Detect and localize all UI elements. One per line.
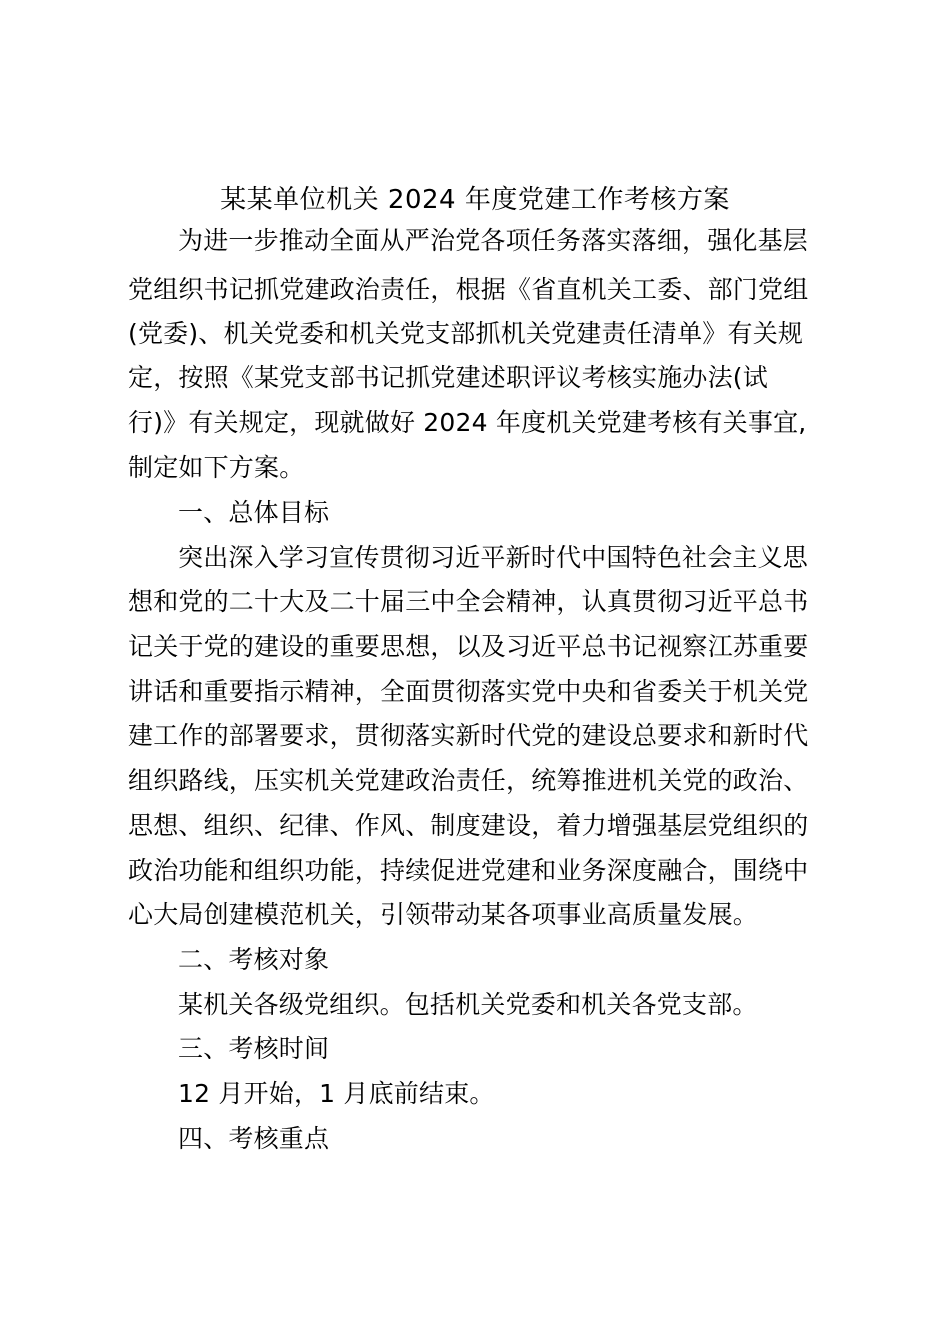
section3-text: 12 月开始，1 月底前结束。 <box>178 1079 495 1108</box>
section1-line-1: 突出深入学习宣传贯彻习近平新时代中国特色社会主义思 <box>178 543 809 572</box>
intro-line-2: 党组织书记抓党建政治责任，根据《省直机关工委、部门党组 <box>128 275 809 304</box>
section1-heading: 一、总体目标 <box>178 498 330 527</box>
intro-line-5: 行)》有关规定，现就做好 2024 年度机关党建考核有关事宜, <box>128 408 807 437</box>
section1-line-7: 思想、组织、纪律、作风、制度建设，着力增强基层党组织的 <box>128 811 809 840</box>
section2-text: 某机关各级党组织。包括机关党委和机关各党支部。 <box>178 990 758 1019</box>
section3-heading: 三、考核时间 <box>178 1034 330 1063</box>
section1-line-4: 讲话和重要指示精神，全面贯彻落实党中央和省委关于机关党 <box>128 677 809 706</box>
section1-line-8: 政治功能和组织功能，持续促进党建和业务深度融合，围绕中 <box>128 856 809 885</box>
section1-line-5: 建工作的部署要求，贯彻落实新时代党的建设总要求和新时代 <box>128 721 809 750</box>
section1-line-9: 心大局创建模范机关，引领带动某各项事业高质量发展。 <box>128 900 759 929</box>
section1-line-6: 组织路线，压实机关党建政治责任，统筹推进机关党的政治、 <box>128 766 809 795</box>
intro-line-4: 定，按照《某党支部书记抓党建述职评议考核实施办法(试 <box>128 363 768 392</box>
intro-line-3: (党委)、机关党委和机关党支部抓机关党建责任清单》有关规 <box>128 319 804 348</box>
section1-line-2: 想和党的二十大及二十届三中全会精神，认真贯彻习近平总书 <box>128 587 809 616</box>
section2-heading: 二、考核对象 <box>178 945 330 974</box>
section1-line-3: 记关于党的建设的重要思想，以及习近平总书记视察江苏重要 <box>128 632 809 661</box>
intro-line-1: 为进一步推动全面从严治党各项任务落实落细，强化基层 <box>178 226 809 255</box>
intro-line-6: 制定如下方案。 <box>128 453 305 482</box>
document-title: 某某单位机关 2024 年度党建工作考核方案 <box>220 185 730 215</box>
section4-heading: 四、考核重点 <box>178 1124 330 1153</box>
